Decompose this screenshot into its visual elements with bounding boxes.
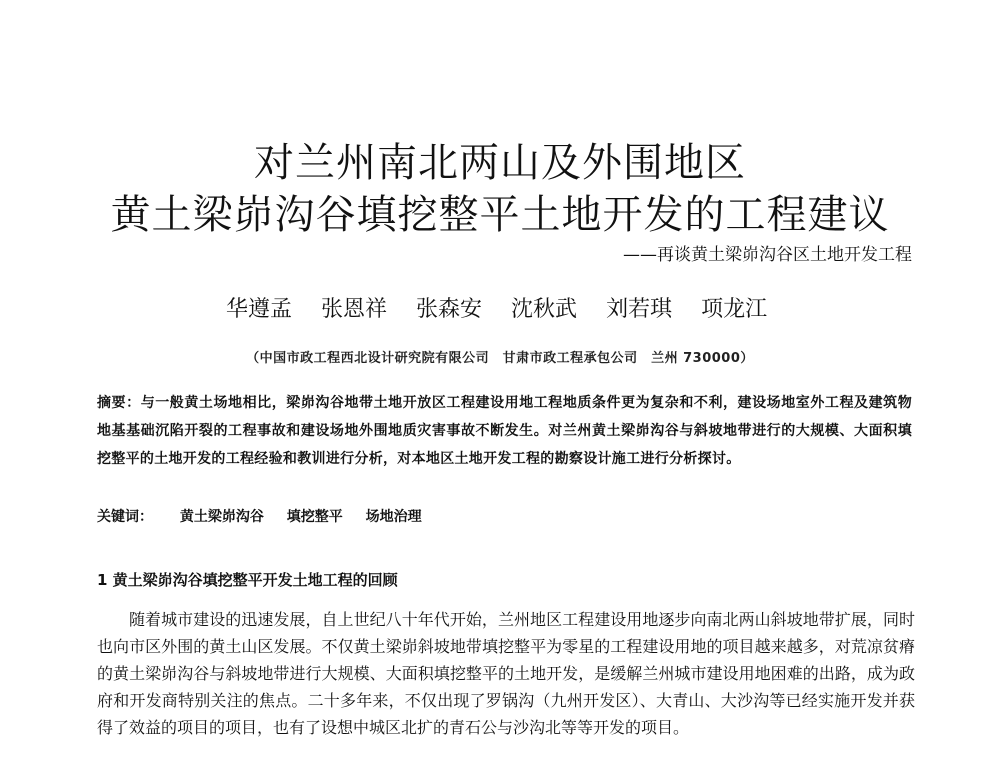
paper-subtitle: ——再谈黄土梁峁沟谷区土地开发工程	[623, 245, 912, 265]
paper-title-line1: 对兰州南北两山及外围地区	[254, 140, 746, 186]
author-list	[226, 292, 789, 323]
author-name: 刘若琪	[606, 297, 673, 322]
abstract-label: 摘要：	[97, 395, 141, 411]
keyword: 填挖整平	[286, 509, 343, 525]
author-name: 项龙江	[701, 297, 768, 322]
section-body-text: 随着城市建设的迅速发展，自上世纪八十年代开始，兰州地区工程建设用地逐步向南北两山斜坡地带扩展，同时也向市区外围的黄土山区发展。不仅黄土梁峁斜坡地带填挖整平为零星的工程建设用地的项目越来越多，对荒凉贫瘠的黄土梁峁沟谷与斜坡地带进行大规模、大面积填挖整平的土地开发，是缓解兰州城市建设用地困难的出路，成为政府和开发商特别关注的焦点。二十多年来，不仅出现了罗锅沟（九州开发区）、大青山、大沙沟等已经实施开发并获得了效益的项目的项目，也有了设想中城区北扩的青石公与沙沟北等等开发的项目。	[97, 610, 915, 737]
keywords-label: 关键词：	[97, 509, 153, 525]
abstract-text: 与一般黄土场地相比，梁峁沟谷地带土地开放区工程建设用地工程地质条件更为复杂和不利，建设场地室外工程及建筑物地基基础沉陷开裂的工程事故和建设场地外围地质灾害事故不断发生。对兰州黄土梁峁沟谷与斜坡地带进行的大规模、大面积填挖整平的土地开发的工程经验和教训进行分析，对本地区土地开发工程的勘察设计施工进行分析探讨。	[97, 395, 912, 467]
section-heading: 1 黄土梁峁沟谷填挖整平开发土地工程的回顾	[97, 571, 398, 589]
paper-title-line2: 黄土梁峁沟谷填挖整平土地开发的工程建议	[110, 192, 890, 238]
author-name: 沈秋武	[511, 297, 578, 322]
author-name: 华遵孟	[226, 297, 293, 322]
affiliation: （中国市政工程西北设计研究院有限公司 甘肃市政工程承包公司 兰州 730000）	[246, 351, 754, 366]
keyword: 黄土梁峁沟谷	[179, 509, 264, 525]
abstract	[97, 389, 912, 473]
keyword: 场地治理	[365, 509, 422, 525]
author-name: 张恩祥	[321, 297, 388, 322]
keywords	[97, 506, 440, 526]
author-name: 张森安	[416, 297, 483, 322]
